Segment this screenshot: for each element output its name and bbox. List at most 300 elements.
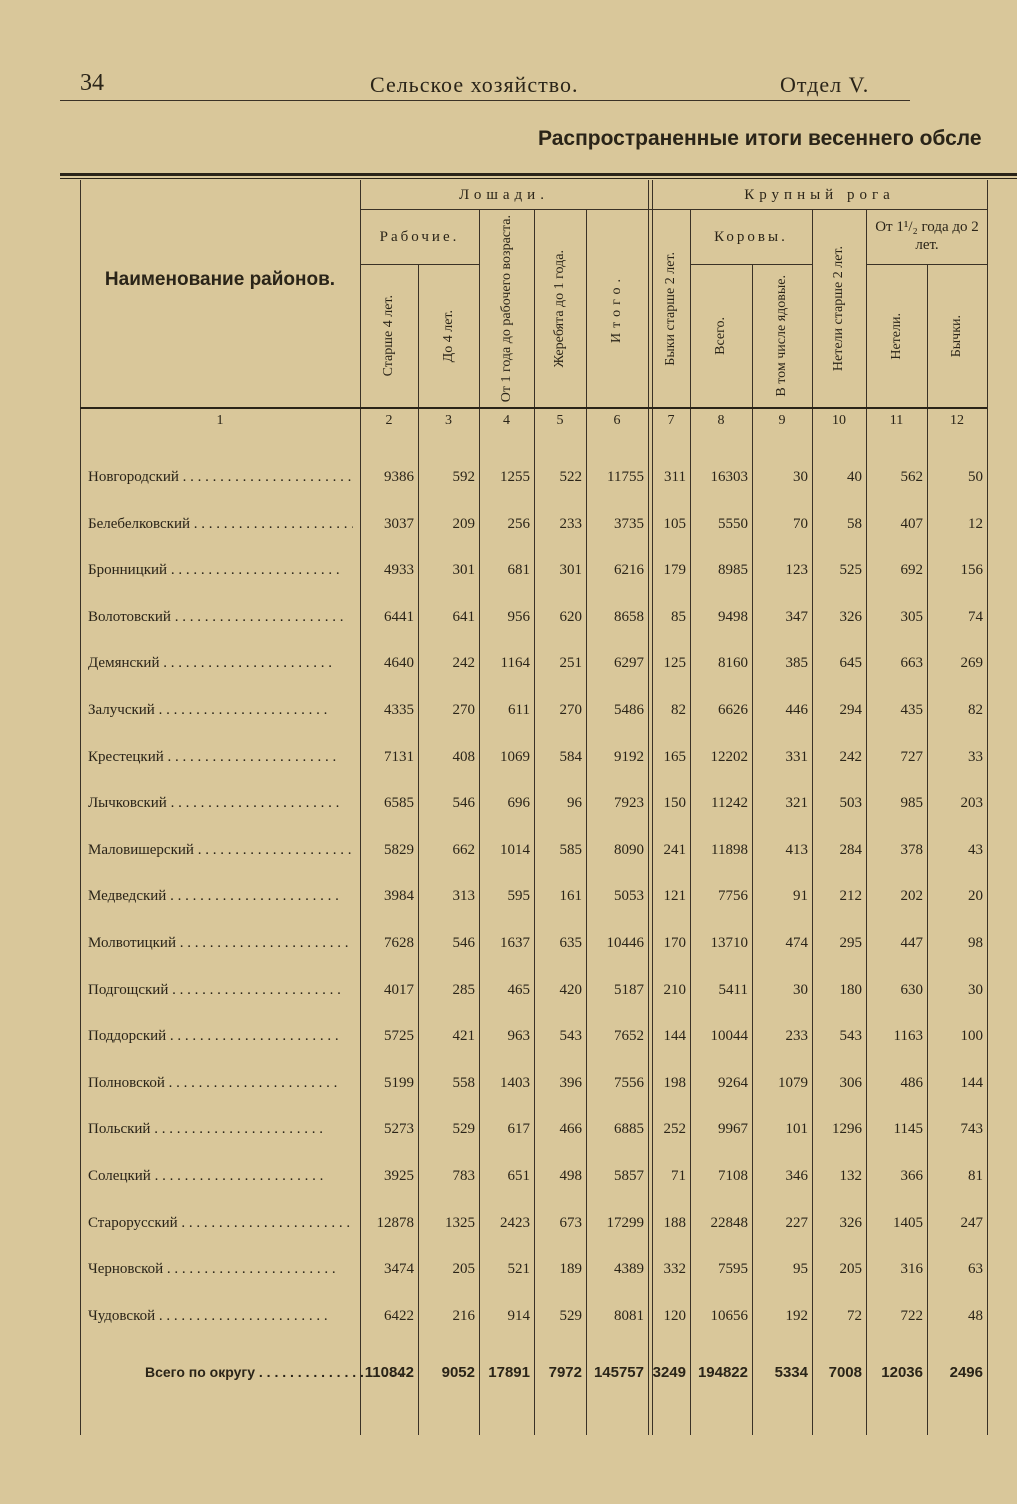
- table-cell: 121: [663, 888, 686, 905]
- table-row: [0, 502, 1017, 548]
- table-cell: 663: [900, 655, 923, 672]
- table-cell: 17299: [606, 1214, 644, 1231]
- col-header-2: [360, 266, 418, 406]
- table-cell: 7131: [384, 748, 414, 765]
- table-row: [0, 1014, 1017, 1060]
- table-cell: 285: [452, 981, 475, 998]
- table-cell: 9967: [718, 1121, 748, 1138]
- table-cell: 8090: [614, 841, 644, 858]
- running-header: [60, 68, 910, 101]
- col-header-5-text: Жеребята до 1 года.: [552, 249, 567, 368]
- table-cell: 6216: [614, 562, 644, 579]
- table-cell: 5053: [614, 888, 644, 905]
- table-cell: 123: [785, 562, 808, 579]
- table-cell: 611: [508, 702, 530, 718]
- group-header-horses: Лошади.: [459, 187, 549, 203]
- table-cell: 3735: [614, 515, 644, 532]
- subheader-cows: Коровы.: [714, 229, 788, 245]
- table-cell: 188: [663, 1214, 686, 1231]
- table-cell: 74: [968, 608, 983, 625]
- col-number: 7: [667, 413, 675, 428]
- district-name: Полновской . . .: [88, 1075, 353, 1092]
- table-cell: 662: [452, 841, 475, 858]
- col-header-3-text: До 4 лет.: [440, 309, 456, 363]
- table-cell: 110842: [364, 1364, 414, 1382]
- col-number: 6: [613, 413, 621, 428]
- table-cell: 5829: [384, 841, 414, 858]
- table-cell: 592: [452, 469, 475, 485]
- table-cell: 12878: [376, 1214, 414, 1231]
- table-cell: 5334: [774, 1364, 808, 1382]
- table-cell: 7008: [828, 1364, 862, 1382]
- table-cell: 50: [968, 469, 983, 485]
- table-cell: 6422: [384, 1307, 414, 1324]
- table-cell: 156: [960, 562, 983, 579]
- col-header-10-text: Нетели старше 2 лет.: [831, 245, 846, 372]
- page-number: 34: [80, 70, 104, 96]
- col-header-8: [690, 266, 752, 406]
- table-cell: 9052: [441, 1364, 475, 1382]
- table-cell: 30: [793, 981, 808, 998]
- table-row: [0, 1061, 1017, 1107]
- table-cell: 233: [785, 1028, 808, 1045]
- col-header-4-text: От 1 года до рабочего возраста.: [498, 214, 514, 403]
- table-cell: 20: [968, 888, 983, 905]
- table-cell: 1069: [500, 748, 530, 765]
- col-header-11-text: Нетели.: [888, 312, 904, 360]
- district-name: Белебелковский . . .: [88, 516, 353, 533]
- table-cell: 270: [452, 702, 475, 718]
- table-cell: 98: [968, 935, 983, 951]
- table-cell: 630: [900, 981, 923, 998]
- table-cell: 3984: [384, 888, 414, 905]
- table-cell: 617: [507, 1121, 530, 1138]
- table-cell: 144: [960, 1074, 983, 1091]
- table-cell: 313: [452, 888, 475, 905]
- table-cell: 651: [507, 1168, 530, 1184]
- table-cell: 6297: [614, 655, 644, 672]
- table-cell: 1405: [893, 1214, 923, 1231]
- table-cell: 1325: [445, 1214, 475, 1231]
- table-cell: 1014: [500, 841, 530, 858]
- table-cell: 301: [559, 562, 582, 579]
- col-number: 4: [503, 413, 510, 428]
- table-cell: 584: [559, 748, 582, 765]
- table-cell: 242: [839, 748, 862, 765]
- district-name: Медведский . . .: [88, 888, 353, 905]
- col-header-8-text: Всего.: [713, 317, 728, 355]
- table-cell: 503: [839, 795, 862, 812]
- table-cell: 562: [900, 469, 923, 485]
- table-cell: 447: [900, 935, 923, 951]
- table-cell: 203: [960, 795, 983, 812]
- table-cell: 85: [671, 608, 686, 625]
- table-cell: 7972: [548, 1364, 582, 1382]
- table-cell: 82: [968, 702, 983, 718]
- table-cell: 22848: [710, 1214, 748, 1231]
- table-cell: 558: [452, 1074, 475, 1091]
- table-cell: 3925: [384, 1168, 414, 1184]
- col-header-6: [586, 211, 648, 406]
- table-cell: 474: [785, 935, 808, 951]
- table-cell: 192: [785, 1307, 808, 1324]
- header-bottom-rule: [80, 407, 987, 409]
- table-cell: 5550: [718, 515, 748, 532]
- table-cell: 1403: [500, 1074, 530, 1091]
- col-number: 11: [889, 413, 904, 428]
- table-cell: 645: [839, 655, 862, 672]
- table-cell: 63: [968, 1261, 983, 1278]
- table-cell: 4389: [614, 1261, 644, 1278]
- col-header-12-text: Бычки.: [949, 314, 964, 358]
- table-cell: 1637: [500, 935, 530, 951]
- header-rule: [866, 264, 987, 265]
- col-header-9: [752, 266, 812, 406]
- table-cell: 385: [785, 655, 808, 672]
- table-cell: 12202: [710, 748, 748, 765]
- table-cell: 256: [507, 515, 530, 532]
- col-number: 12: [950, 413, 964, 428]
- table-row: [0, 781, 1017, 827]
- table-cell: 12: [968, 515, 983, 532]
- table-cell: 120: [663, 1307, 686, 1324]
- table-cell: 5199: [384, 1074, 414, 1091]
- table-cell: 407: [900, 515, 923, 532]
- table-row: [0, 1247, 1017, 1293]
- table-cell: 435: [900, 702, 923, 718]
- table-cell: 306: [839, 1074, 862, 1091]
- district-name: Лычковский . . .: [88, 795, 353, 812]
- table-cell: 70: [793, 515, 808, 532]
- table-cell: 150: [663, 795, 686, 812]
- table-cell: 8160: [718, 655, 748, 672]
- table-row: [0, 595, 1017, 641]
- table-cell: 413: [785, 841, 808, 858]
- table-cell: 95: [793, 1261, 808, 1278]
- table-cell: 421: [452, 1028, 475, 1045]
- table-cell: 366: [900, 1168, 923, 1184]
- table-title: Распространенные итоги весеннего обсле: [538, 127, 982, 150]
- table-cell: 963: [507, 1028, 530, 1045]
- col-number: 1: [216, 413, 224, 428]
- table-cell: 5187: [614, 981, 644, 998]
- table-cell: 326: [839, 1214, 862, 1231]
- table-cell: 5411: [718, 981, 748, 998]
- table-cell: 2423: [500, 1214, 530, 1231]
- col-header-9-text: В том числе ядовые.: [774, 275, 789, 397]
- table-cell: 12036: [881, 1364, 923, 1382]
- table-cell: 144: [663, 1028, 686, 1045]
- table-cell: 7556: [614, 1074, 644, 1091]
- table-cell: 3474: [384, 1261, 414, 1278]
- table-cell: 4017: [384, 981, 414, 998]
- table-cell: 9192: [614, 748, 644, 765]
- table-row: [0, 735, 1017, 781]
- table-cell: 8985: [718, 562, 748, 579]
- table-cell: 132: [839, 1168, 862, 1184]
- table-cell: 331: [785, 748, 808, 765]
- part-title: Отдел V.: [780, 72, 870, 97]
- table-cell: 1164: [500, 655, 530, 672]
- table-cell: 466: [559, 1121, 582, 1138]
- table-cell: 247: [960, 1214, 983, 1231]
- table-cell: 48: [968, 1307, 983, 1324]
- table-cell: 96: [567, 795, 582, 812]
- table-cell: 620: [559, 608, 582, 625]
- district-name: Подгощский . . .: [88, 982, 353, 999]
- table-cell: 216: [452, 1307, 475, 1324]
- section-title: Сельское хозяйство.: [370, 72, 579, 97]
- table-cell: 16303: [710, 469, 748, 485]
- table-cell: 11898: [711, 841, 748, 858]
- header-rule: [360, 209, 987, 210]
- col-header-10: [812, 211, 866, 406]
- table-row: [0, 1107, 1017, 1153]
- table-cell: 4335: [384, 702, 414, 718]
- table-cell: 82: [671, 702, 686, 718]
- table-cell: 212: [839, 888, 862, 905]
- table-cell: 543: [559, 1028, 582, 1045]
- table-row: [0, 968, 1017, 1014]
- table-cell: 1296: [832, 1121, 862, 1138]
- table-cell: 6585: [384, 795, 414, 812]
- table-cell: 546: [452, 935, 475, 951]
- table-cell: 301: [452, 562, 475, 579]
- table-row: [0, 641, 1017, 687]
- table-cell: 81: [968, 1168, 983, 1184]
- table-cell: 270: [559, 702, 582, 718]
- table-cell: 446: [785, 702, 808, 718]
- table-cell: 641: [452, 608, 475, 625]
- table-cell: 202: [900, 888, 923, 905]
- table-cell: 170: [663, 935, 686, 951]
- table-row: [0, 688, 1017, 734]
- column-header-districts: Наименование районов.: [104, 269, 336, 290]
- table-row: [0, 1201, 1017, 1247]
- table-cell: 10446: [606, 935, 644, 951]
- table-cell: 7628: [384, 935, 414, 951]
- table-cell: 210: [663, 981, 686, 998]
- col-number: 3: [445, 413, 452, 428]
- table-cell: 7595: [718, 1261, 748, 1278]
- table-cell: 251: [559, 655, 582, 672]
- table-cell: 316: [900, 1261, 923, 1278]
- table-cell: 8081: [614, 1307, 644, 1324]
- col-header-7-text: Быки старше 2 лет.: [663, 251, 678, 366]
- table-cell: 722: [900, 1307, 923, 1324]
- table-cell: 11755: [607, 469, 644, 485]
- table-cell: 305: [900, 608, 923, 625]
- table-cell: 10656: [710, 1307, 748, 1324]
- table-cell: 205: [452, 1261, 475, 1278]
- table-cell: 326: [839, 608, 862, 625]
- table-cell: 585: [559, 841, 582, 858]
- table-cell: 71: [671, 1168, 686, 1184]
- table-row: [0, 828, 1017, 874]
- table-cell: 161: [559, 888, 582, 905]
- district-name: Волотовский . . .: [88, 609, 353, 626]
- table-cell: 465: [507, 981, 530, 998]
- table-cell: 198: [663, 1074, 686, 1091]
- table-cell: 294: [839, 702, 862, 718]
- table-cell: 347: [785, 608, 808, 625]
- col-header-5: [534, 211, 586, 406]
- district-name: Залучский . . .: [88, 702, 353, 719]
- table-cell: 101: [785, 1121, 808, 1138]
- district-name: Демянский . . .: [88, 655, 353, 672]
- district-name: Маловишерский . . .: [88, 842, 353, 859]
- table-row: [0, 874, 1017, 920]
- table-cell: 58: [847, 515, 862, 532]
- table-cell: 7108: [718, 1168, 748, 1184]
- col-header-2-text: Старше 4 лет.: [381, 295, 396, 377]
- table-cell: 498: [559, 1168, 582, 1184]
- table-cell: 252: [663, 1121, 686, 1138]
- table-cell: 9264: [718, 1074, 748, 1091]
- table-cell: 205: [839, 1261, 862, 1278]
- table-cell: 91: [793, 888, 808, 905]
- table-cell: 595: [507, 888, 530, 905]
- table-cell: 105: [663, 515, 686, 532]
- table-cell: 521: [507, 1261, 530, 1278]
- table-cell: 6441: [384, 608, 414, 625]
- table-cell: 692: [900, 562, 923, 579]
- group-header-cattle: Крупный рога: [744, 187, 895, 203]
- table-cell: 529: [452, 1121, 475, 1138]
- table-cell: 408: [452, 748, 475, 765]
- table-cell: 10044: [710, 1028, 748, 1045]
- district-name: Черновской . . .: [88, 1261, 353, 1278]
- subheader-working: Рабочие.: [379, 229, 460, 245]
- table-cell: 179: [663, 562, 686, 579]
- table-cell: 543: [839, 1028, 862, 1045]
- district-name: Бронницкий . . .: [88, 562, 353, 579]
- subheader-heifers-group: От 1¹/₂ года до 2 лет.: [875, 219, 979, 253]
- table-cell: 4933: [384, 562, 414, 579]
- top-rule-thin: [60, 178, 1017, 179]
- table-cell: 420: [559, 981, 582, 998]
- col-number: 5: [556, 413, 564, 428]
- table-cell: 100: [960, 1028, 983, 1045]
- table-cell: 546: [452, 795, 475, 812]
- table-cell: 5486: [614, 702, 644, 718]
- table-cell: 6885: [614, 1121, 644, 1138]
- col-header-11: [866, 266, 927, 406]
- table-cell: 3249: [652, 1364, 686, 1382]
- top-rule: [60, 173, 1017, 176]
- table-cell: 269: [960, 655, 983, 672]
- col-number: 9: [778, 413, 786, 428]
- table-cell: 5857: [614, 1168, 644, 1184]
- table-cell: 956: [507, 608, 530, 625]
- table-cell: 40: [847, 469, 862, 485]
- table-cell: 180: [839, 981, 862, 998]
- table-cell: 783: [452, 1168, 475, 1184]
- col-header-4: [479, 211, 534, 406]
- table-cell: 165: [663, 748, 686, 765]
- table-cell: 6626: [718, 702, 748, 718]
- col-number: 8: [717, 413, 725, 428]
- table-cell: 7652: [614, 1028, 644, 1045]
- table-cell: 525: [839, 562, 862, 579]
- table-cell: 635: [559, 935, 582, 951]
- table-cell: 985: [900, 795, 923, 812]
- table-cell: 529: [559, 1307, 582, 1324]
- district-name: Поддорский . . .: [88, 1028, 353, 1045]
- table-cell: 914: [507, 1307, 530, 1324]
- district-name: Молвотицкий . . .: [88, 935, 353, 952]
- table-cell: 189: [559, 1261, 582, 1278]
- table-cell: 1255: [500, 469, 530, 485]
- table-cell: 673: [559, 1214, 582, 1231]
- table-row: [0, 1154, 1017, 1200]
- table-cell: 284: [839, 841, 862, 858]
- table-cell: 396: [559, 1074, 582, 1091]
- col-header-3: [418, 266, 479, 406]
- table-cell: 9498: [718, 608, 748, 625]
- table-cell: 696: [507, 795, 530, 812]
- table-cell: 681: [507, 562, 530, 579]
- district-name: Польский . . .: [88, 1121, 353, 1138]
- table-cell: 9386: [384, 469, 414, 485]
- table-cell: 2496: [949, 1364, 983, 1382]
- table-cell: 522: [559, 469, 582, 485]
- table-cell: 486: [900, 1074, 923, 1091]
- col-header-7: [652, 211, 690, 406]
- table-cell: 378: [900, 841, 923, 858]
- table-cell: 5725: [384, 1028, 414, 1045]
- table-cell: 209: [452, 515, 475, 532]
- table-cell: 241: [663, 841, 686, 858]
- table-cell: 13710: [710, 935, 748, 951]
- col-number: 2: [385, 413, 393, 428]
- table-row: [0, 455, 1017, 501]
- total-row: [0, 1350, 1017, 1396]
- district-name: Чудовской . . .: [88, 1308, 353, 1325]
- table-row: [0, 921, 1017, 967]
- col-header-6-text: Итого.: [609, 274, 624, 343]
- table-cell: 727: [900, 748, 923, 765]
- district-name: Крестецкий . . .: [88, 749, 353, 766]
- table-cell: 145757: [593, 1364, 644, 1382]
- table-cell: 30: [968, 981, 983, 998]
- table-cell: 346: [785, 1168, 808, 1184]
- header-rule: [690, 264, 812, 265]
- district-name: Старорусский . . .: [88, 1215, 353, 1232]
- col-number: 10: [832, 413, 846, 428]
- total-label: Всего по округу . . .: [145, 1364, 410, 1380]
- table-cell: 233: [559, 515, 582, 532]
- table-cell: 1163: [893, 1028, 923, 1045]
- table-cell: 242: [452, 655, 475, 672]
- table-cell: 5273: [384, 1121, 414, 1138]
- table-cell: 33: [968, 748, 983, 765]
- table-cell: 1145: [893, 1121, 923, 1138]
- table-cell: 295: [839, 935, 862, 951]
- table-cell: 321: [785, 795, 808, 812]
- table-cell: 7756: [718, 888, 748, 905]
- district-name: Солецкий . . .: [88, 1168, 353, 1185]
- table-cell: 7923: [614, 795, 644, 812]
- table-cell: 8658: [614, 608, 644, 625]
- table-row: [0, 548, 1017, 594]
- table-cell: 227: [785, 1214, 808, 1231]
- table-cell: 194822: [697, 1364, 748, 1382]
- table-cell: 72: [847, 1307, 862, 1324]
- table-cell: 43: [968, 841, 983, 858]
- header-rule: [360, 264, 479, 265]
- table-cell: 125: [663, 655, 686, 672]
